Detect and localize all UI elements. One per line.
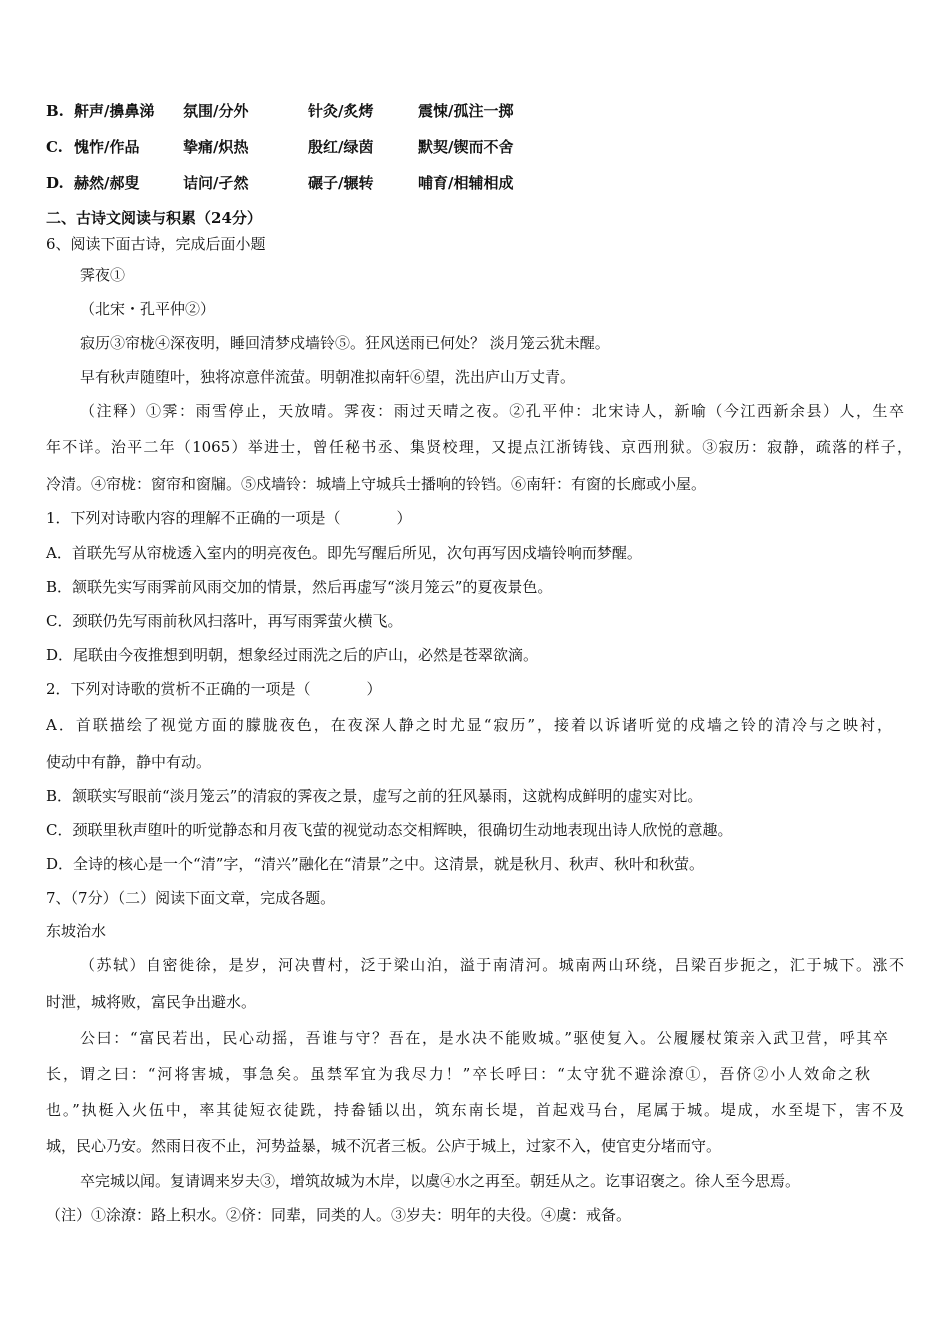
question-7-intro: 7、（7分）（二）阅读下面文章，完成各题。 [46, 889, 336, 907]
option-item: 氛围/分外 [183, 102, 249, 120]
notes-line: （注释）①霁：雨雪停止，天放晴。霁夜：雨过天晴之夜。②孔平仲：北宋诗人，新喻（今江西新余县）人，生卒 [80, 402, 904, 420]
answer-option-a: A．首联描绘了视觉方面的朦胧夜色，在夜深人静之时尤显“寂历”，接着以诉诸听觉的戍墙之铃的清冷与之映衬， [46, 716, 892, 734]
question-stem-text: 2．下列对诗歌的赏析不正确的一项是（ [46, 680, 311, 698]
option-item: 鼾声/擤鼻涕 [74, 102, 155, 120]
section-heading: 二、古诗文阅读与积累（24分） [46, 209, 262, 227]
question-stem-close: ） [366, 680, 382, 698]
answer-option-b: B．颔联先实写雨霁前风雨交加的情景，然后再虚写“淡月笼云”的夏夜景色。 [46, 578, 553, 596]
option-item: 殷红/绿茵 [308, 138, 374, 156]
option-item: 挚痛/炽热 [183, 138, 249, 156]
passage-paragraph-line: （苏轼）自密徙徐，是岁，河决曹村，泛于梁山泊，溢于南清河。城南两山环绕，吕梁百步扼之，汇于城下。涨不 [80, 956, 904, 974]
question-6-intro: 6、阅读下面古诗，完成后面小题 [46, 235, 266, 253]
notes-line: 冷清。④帘栊：窗帘和窗牖。⑤戍墙铃：城墙上守城兵士播响的铃铛。⑥南轩：有窗的长廊或小屋。 [46, 475, 707, 493]
passage-paragraph-line: 也。”执梃入火伍中，率其徒短衣徒跣，持畚锸以出，筑东南长堤，首起戏马台，尾属于城。堤成，水至堤下，害不及 [46, 1101, 904, 1119]
poem-title: 霁夜① [80, 266, 126, 284]
notes-line: 年不详。治平二年（1065）举进士，曾任秘书丞、集贤校理，又提点江浙铸钱、京西刑狱。③寂历：寂静，疏落的样子， [46, 438, 912, 456]
answer-option-d: D．全诗的核心是一个“清”字，“清兴”融化在“清景”之中。这清景，就是秋月、秋声、秋叶和秋萤。 [46, 855, 705, 873]
option-letter: D. [46, 174, 64, 192]
answer-option-b: B．颔联实写眼前“淡月笼云”的清寂的霁夜之景，虚写之前的狂风暴雨，这就构成鲜明的虚实对比。 [46, 787, 703, 805]
passage-paragraph-line: 长，谓之曰：“河将害城，事急矣。虽禁军宜为我尽力！”卒长呼曰：“太守犹不避涂潦①，吾侪②小人效命之秋 [46, 1065, 870, 1083]
answer-option-c: C．颈联仍先写雨前秋风扫落叶，再写雨霁萤火横飞。 [46, 612, 403, 630]
answer-option-a-cont: 使动中有静，静中有动。 [46, 753, 212, 771]
question-stem-close: ） [396, 509, 412, 527]
question-stem-text: 1．下列对诗歌内容的理解不正确的一项是（ [46, 509, 341, 527]
option-item: 诘问/孑然 [183, 174, 249, 192]
option-letter: B. [46, 102, 64, 120]
option-item: 赫然/郝叟 [74, 174, 140, 192]
passage-paragraph-line: 公曰：“富民若出，民心动摇，吾谁与守？吾在，是水决不能败城。”驱使复入。公履屦杖策亲入武卫营，呼其卒 [80, 1029, 888, 1047]
passage-paragraph-line: 卒完城以闻。复请调来岁夫③，增筑故城为木岸，以虞④水之再至。朝廷从之。讫事诏褒之。徐人至今思焉。 [80, 1172, 801, 1190]
passage-note: （注）①涂潦：路上积水。②侪：同辈，同类的人。③岁夫：明年的夫役。④虞：戒备。 [46, 1206, 632, 1224]
passage-paragraph-line: 城，民心乃安。然雨日夜不止，河势益暴，城不沉者三板。公庐于城上，过家不入，使官吏分堵而守。 [46, 1137, 722, 1155]
option-item: 震悚/孤注一掷 [418, 102, 514, 120]
answer-option-a: A．首联先写从帘栊透入室内的明亮夜色。即先写醒后所见，次句再写因戍墙铃响而梦醒。 [46, 544, 642, 562]
option-item: 针灸/炙烤 [308, 102, 374, 120]
option-item: 默契/锲而不舍 [418, 138, 514, 156]
passage-paragraph-line: 时泄，城将败，富民争出避水。 [46, 993, 257, 1011]
option-item: 哺育/相辅相成 [418, 174, 514, 192]
question-1-stem [46, 508, 412, 528]
poem-author: （北宋・孔平仲②） [80, 300, 216, 318]
answer-option-c: C．颈联里秋声堕叶的听觉静态和月夜飞萤的视觉动态交相辉映，很确切生动地表现出诗人欣悦的意趣。 [46, 821, 733, 839]
option-item: 碾子/辗转 [308, 174, 374, 192]
poem-line: 早有秋声随堕叶，独将凉意伴流萤。明朝准拟南轩⑥望，洗出庐山万丈青。 [80, 368, 576, 386]
question-2-stem [46, 679, 382, 699]
answer-option-d: D．尾联由今夜推想到明朝，想象经过雨洗之后的庐山，必然是苍翠欲滴。 [46, 646, 539, 664]
option-letter: C. [46, 138, 63, 156]
passage-title: 东坡治水 [46, 922, 107, 940]
option-item: 愧怍/作品 [74, 138, 140, 156]
poem-line: 寂历③帘栊④深夜明，睡回清梦戍墙铃⑤。狂风送雨已何处？ 淡月笼云犹未醒。 [80, 334, 610, 352]
